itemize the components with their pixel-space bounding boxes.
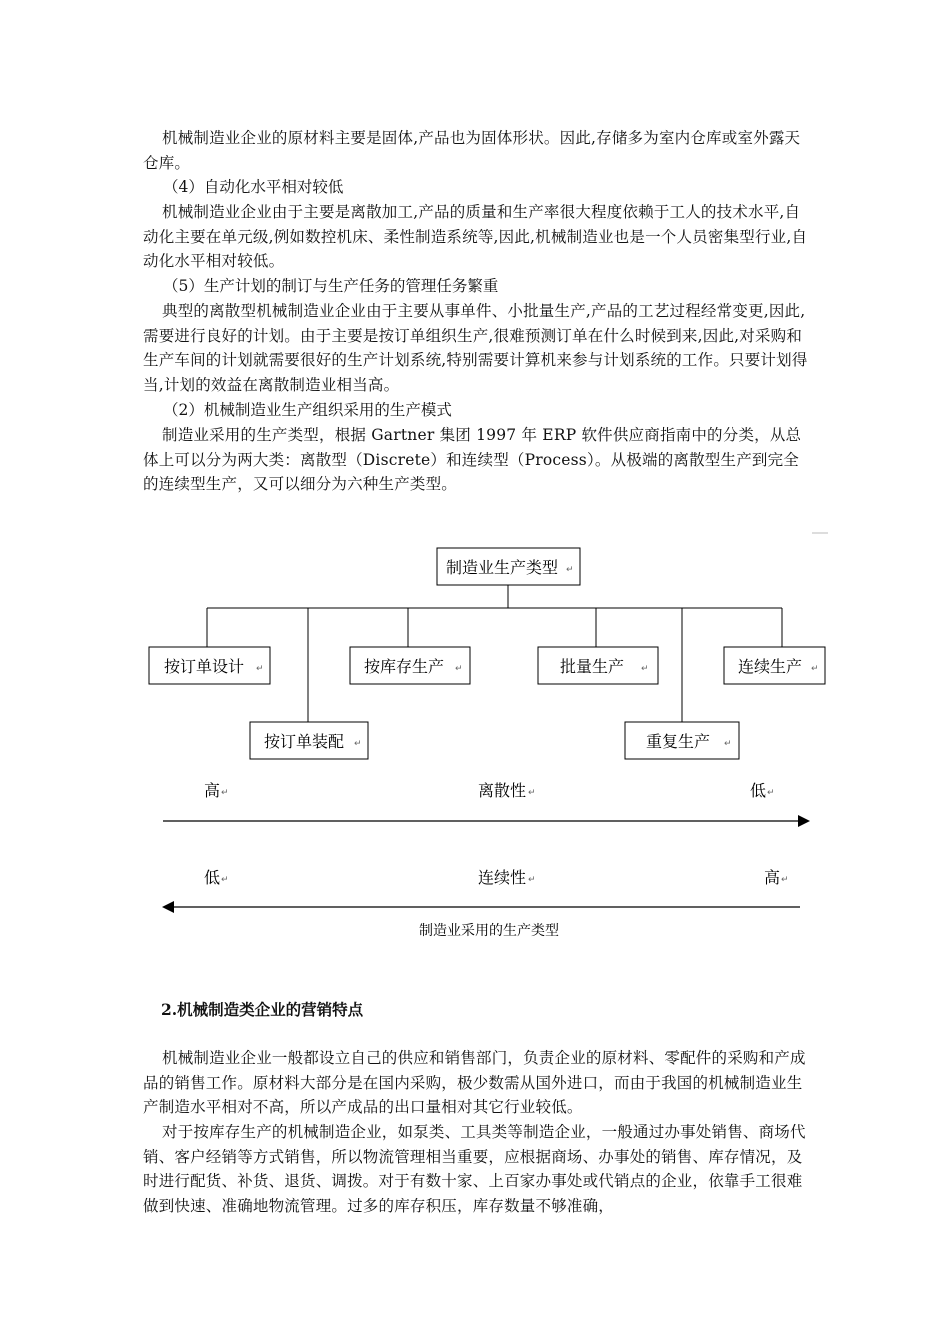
production-types-diagram bbox=[0, 515, 950, 945]
type-label: 按订单设计 bbox=[163, 657, 245, 676]
continuity-arrowhead bbox=[162, 901, 174, 913]
type-label: 批量生产 bbox=[559, 657, 625, 676]
axis1-right-label: 低 bbox=[749, 781, 767, 800]
axis2-center-label: 连续性 bbox=[477, 868, 527, 887]
return-mark: ↵ bbox=[221, 875, 229, 885]
tree-connectors bbox=[207, 585, 782, 722]
return-mark: ↵ bbox=[455, 664, 463, 674]
diagram-caption: 制造业采用的生产类型 bbox=[419, 923, 559, 939]
paragraph-automation: 机械制造业企业由于主要是离散加工,产品的质量和生产率很大程度依赖于工人的技术水平,自动化主要在单元级,例如数控机床、柔性制造系统等,因此,机械制造业也是一个人员密集型行业,自动化水平相对较低。 bbox=[143, 203, 808, 270]
return-mark: ↵ bbox=[767, 788, 775, 798]
paragraph-storage: 机械制造业企业的原材料主要是固体,产品也为固体形状。因此,存储多为室内仓库或室外露天仓库。 bbox=[143, 129, 801, 172]
return-mark: ↵ bbox=[221, 788, 229, 798]
section-heading-marketing: 2.机械制造类企业的营销特点 bbox=[161, 1000, 364, 1019]
type-label: 连续生产 bbox=[737, 657, 803, 676]
axis1-left-label: 高 bbox=[203, 781, 221, 800]
paragraph-planning: 典型的离散型机械制造业企业由于主要从事单件、小批量生产,产品的工艺过程经常变更,因此,需要进行良好的计划。由于主要是按订单组织生产,很难预测订单在什么时候到来,因此,对采购和生产车间的计划就需要很好的生产计划系统,特别需要计算机来参与计划系统的工作。只要计划得当,计划的效益在离散制造业相当高。 bbox=[143, 302, 808, 394]
type-label: 按订单装配 bbox=[263, 732, 345, 751]
type-label: 重复生产 bbox=[645, 732, 711, 751]
axis2-right-label: 高 bbox=[763, 868, 781, 887]
return-mark: ↵ bbox=[641, 664, 649, 674]
subheading-automation: （4）自动化水平相对较低 bbox=[163, 178, 344, 196]
subheading-production-mode: （2）机械制造业生产组织采用的生产模式 bbox=[163, 401, 452, 419]
return-mark: ↵ bbox=[528, 875, 536, 885]
return-mark: ↵ bbox=[724, 739, 732, 749]
return-mark: ↵ bbox=[781, 875, 789, 885]
return-mark: ↵ bbox=[566, 565, 574, 575]
return-mark: ↵ bbox=[256, 664, 264, 674]
axis1-center-label: 离散性 bbox=[477, 781, 527, 800]
return-mark: ↵ bbox=[811, 664, 819, 674]
axis2-left-label: 低 bbox=[203, 868, 221, 887]
paragraph-logistics: 对于按库存生产的机械制造企业，如泵类、工具类等制造企业，一般通过办事处销售、商场代销、客户经销等方式销售，所以物流管理相当重要，应根据商场、办事处的销售、库存情况，及时进行配货、补货、退货、调拨。对于有数十家、上百家办事处或代销点的企业，依靠手工很难做到快速、准确地物流管理。过多的库存积压，库存数量不够准确， bbox=[143, 1123, 806, 1215]
subheading-planning: （5）生产计划的制订与生产任务的管理任务繁重 bbox=[163, 277, 499, 295]
return-mark: ↵ bbox=[528, 788, 536, 798]
paragraph-production-types: 制造业采用的生产类型，根据 Gartner 集团 1997 年 ERP 软件供应商指南中的分类，从总体上可以分为两大类：离散型（Discrete）和连续型（Process）。从极端的离散型生产到完全的连续型生产，又可以细分为六种生产类型。 bbox=[143, 426, 802, 493]
root-label: 制造业生产类型 bbox=[445, 558, 559, 577]
paragraph-marketing: 机械制造业企业一般都设立自己的供应和销售部门，负责企业的原材料、零配件的采购和产成品的销售工作。原材料大部分是在国内采购，极少数需从国外进口，而由于我国的机械制造业生产制造水平相对不高，所以产成品的出口量相对其它行业较低。 bbox=[143, 1049, 806, 1116]
return-mark: ↵ bbox=[354, 739, 362, 749]
discreteness-arrowhead bbox=[798, 815, 810, 827]
type-label: 按库存生产 bbox=[363, 657, 445, 676]
